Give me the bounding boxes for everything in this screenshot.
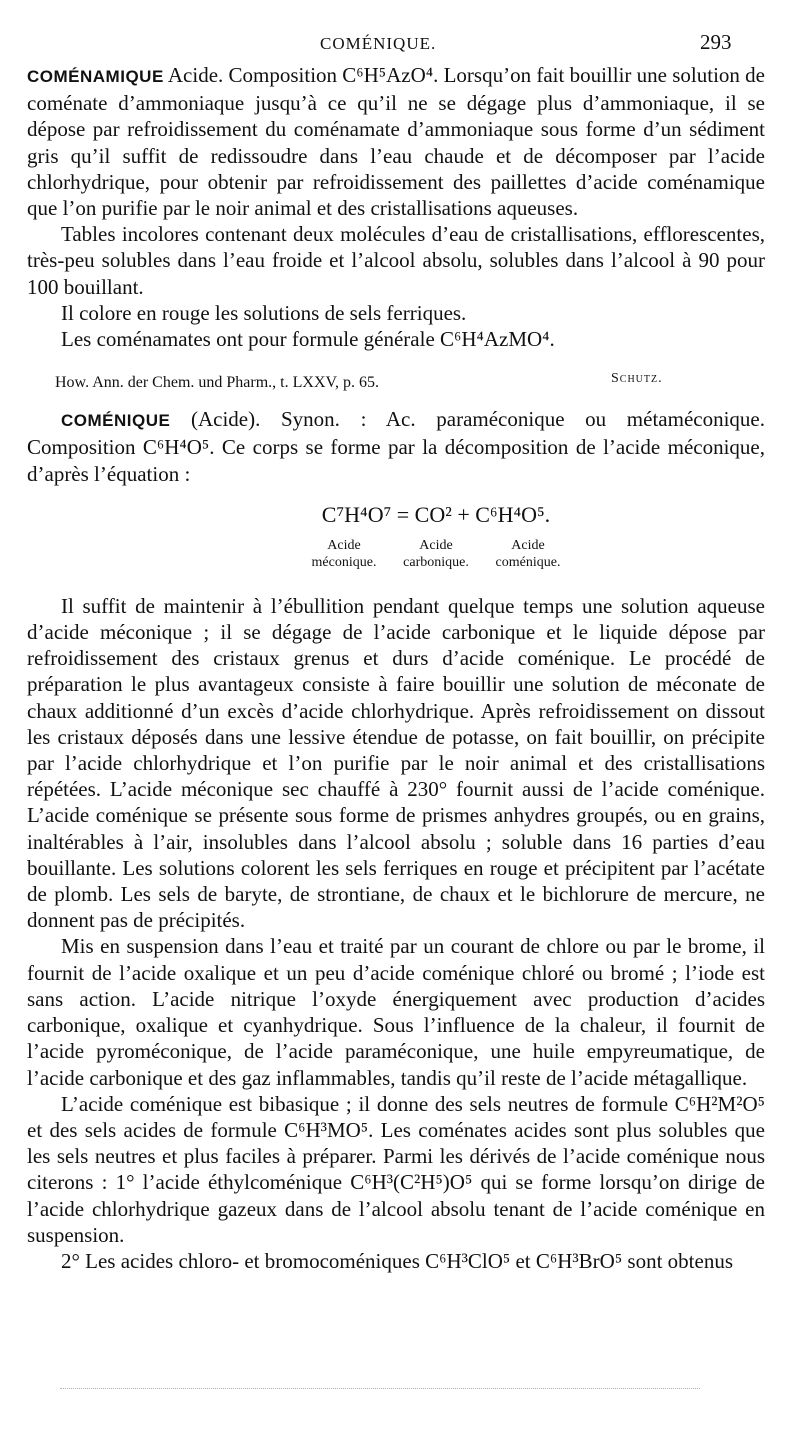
comenique-paragraph-4: L’acide coménique est bibasique ; il donne des sels neutres de formule C⁶H²M²O⁵ et des sels acides de formule C⁶H³MO⁵. Les coménates acides sont plus solubles que les sels neutres et plus faciles à préparer. Parmi les dérivés de l’acide coménique nous citerons : 1° l’acide éthylcoménique C⁶H³(C²H⁵)O⁵ qui se forme lorsqu’on dirige de l’acide chlorhydrique gazeux dans de l’alcool absolu tenant de l’acide coménique en suspension. <box>27 1091 765 1247</box>
comenamique-paragraph-3: Il colore en rouge les solutions de sels ferriques. <box>61 300 467 325</box>
equation-labels <box>304 537 568 571</box>
equation-formula: C⁷H⁴O⁷ = CO² + C⁶H⁴O⁵. <box>321 501 551 527</box>
chemical-equation <box>27 501 765 571</box>
comenamique-paragraph-2: Tables incolores contenant deux molécules d’eau de cristallisations, efflorescentes, très-peu solubles dans l’eau froide et l’alcool absolu, solubles dans l’alcool à 90 pour 100 bouillant. <box>27 222 765 299</box>
comenamique-intro-text: Acide. Composition C⁶H⁵AzO⁴. Lorsqu’on fait bouillir une solution de coménate d’ammoniaque jusqu’à ce qu’il ne se dégage plus d’ammoniaque, il se dépose par refroidissement du coménamate d’ammoniaque sous forme d’un sédiment gris qu’il suffit de redissoudre dans l’eau chaude et de décomposer par l’acide chlorhydrique, pour obtenir par refroidissement des paillettes d’acide coménamique que l’on purifie par le noir animal et des cristallisations aqueuses. <box>27 63 765 221</box>
comenique-paragraph-1 <box>27 406 765 487</box>
comenique-paragraph-3: Mis en suspension dans l’eau et traité par un courant de chlore ou par le brome, il fournit de l’acide oxalique et un peu d’acide coménique chloré ou bromé ; l’iode est sans action. L’acide nitrique l’oxyde énergiquement avec production d’acides carbonique, oxalique et cyanhydrique. Sous l’influence de la chaleur, il fournit de l’acide pyroméconique, de l’acide paraméconique, une huile empyreumatique, de l’acide carbonique et des gaz inflammables, tandis qu’il reste de l’acide métagallique. <box>27 934 765 1090</box>
entry-title-comenamique: COMÉNAMIQUE <box>27 67 164 86</box>
entry-title-comenique: COMÉNIQUE <box>61 411 171 431</box>
page-number: 293 <box>700 30 732 54</box>
comenique-paragraph-2: Il suffit de maintenir à l’ébullition pendant quelque temps une solution aqueuse d’acide méconique ; il se dégage de l’acide carbonique et le liquide dépose par refroidissement des cristaux grenus et durs d’acide coménique. Le procédé de préparation le plus avantageux consiste à faire bouillir une solution de méconate de chaux additionné d’un excès d’acide chlorhydrique. Après refroidissement on dissout les cristaux déposés dans une lessive étendue de potasse, on fait bouillir, on précipite par l’acide chlorhydrique et l’on purifie par le noir animal et des cristallisations répétées. L’acide méconique sec chauffé à 230° fournit aussi de l’acide coménique. L’acide coménique se présente sous forme de prismes anhydres groupés, ou en grains, inaltérables à l’air, insolubles dans l’alcool absolu ; soluble dans 16 parties d’eau bouillante. Les solutions colorent les sels ferriques en rouge et précipitent par l’acétate de plomb. Les sels de baryte, de strontiane, de chaux et le bichlorure de mercure, ne donnent pas de précipités. <box>27 593 765 933</box>
bibliographic-reference: How. Ann. der Chem. und Pharm., t. LXXV, p. 65. <box>55 374 379 392</box>
comenique-intro-text: (Acide). Synon. : Ac. paraméconique ou métaméconique. Composition C⁶H⁴O⁵. Ce corps se forme par la décomposition de l’acide méconique, d’après l’équation : <box>27 407 765 486</box>
comenique-paragraph-5: 2° Les acides chloro- et bromocoméniques C⁶H³ClO⁵ et C⁶H³BrO⁵ sont obtenus <box>61 1248 733 1273</box>
running-title: COMÉNIQUE. <box>320 34 437 53</box>
author-signature: Schutz. <box>611 371 663 387</box>
comenamique-paragraph-1 <box>27 62 765 221</box>
equation-label-comenique: Acide coménique. <box>495 537 561 570</box>
comenamique-reference-line <box>27 362 765 392</box>
scan-artifact-line <box>60 1388 700 1390</box>
equation-label-carbonique: Acide carbonique. <box>403 537 469 570</box>
equation-label-meconique: Acide méconique. <box>311 537 377 570</box>
page-body <box>27 62 765 1274</box>
comenamique-paragraph-4: Les coménamates ont pour formule générale C⁶H⁴AzMO⁴. <box>61 327 555 352</box>
page-header <box>0 30 800 58</box>
